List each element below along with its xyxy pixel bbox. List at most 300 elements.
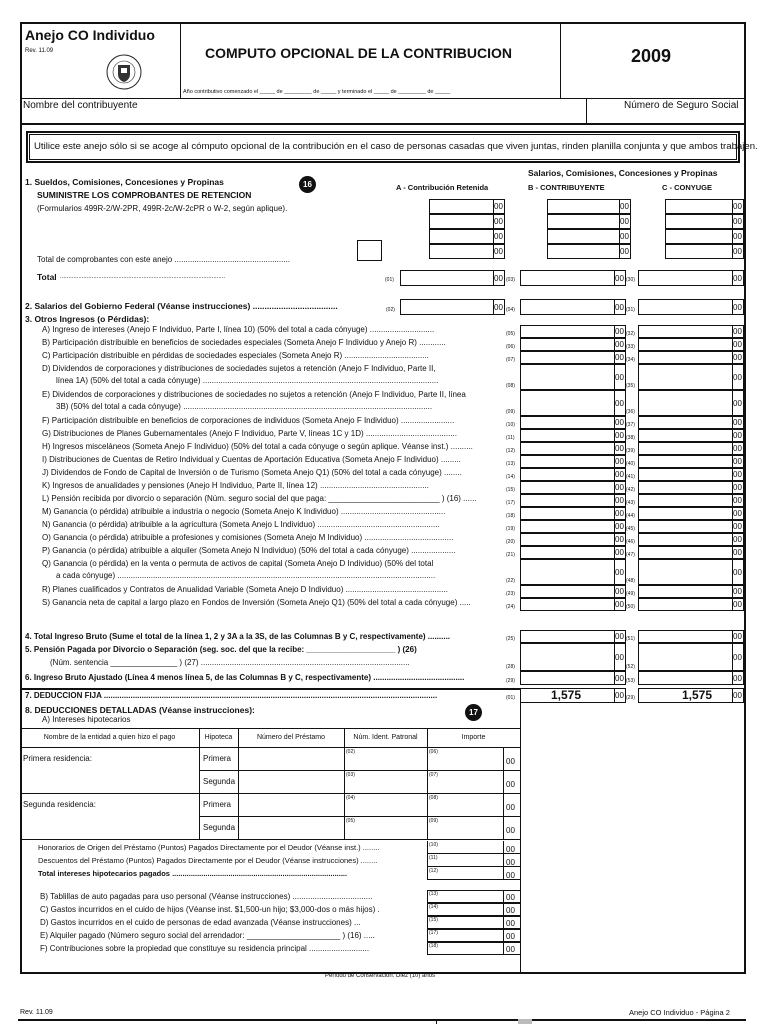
seal-logo bbox=[103, 53, 145, 91]
cents-label: 00 bbox=[733, 302, 742, 312]
line-number: (07) bbox=[429, 772, 438, 778]
spouse-income-input[interactable] bbox=[638, 481, 744, 494]
cents-label: 00 bbox=[494, 273, 503, 283]
cents-label: 00 bbox=[615, 509, 624, 518]
taxpayer-income-input[interactable] bbox=[520, 390, 626, 416]
taxpayer-income-input[interactable] bbox=[520, 351, 626, 364]
income-line-label: D) Dividendos de corporaciones y distribuciones de sociedades sujetos a retención (Anejo F Individuo, Parte II, bbox=[42, 364, 436, 373]
income-line-label: M) Ganancia (o pérdida) atribuible a industria o negocio (Someta Anejo K Individuo) ............................................... bbox=[42, 507, 446, 516]
line-number: (12) bbox=[506, 448, 515, 454]
mortgage-extra-label: Total intereses hipotecarios pagados .................................................................................... bbox=[38, 869, 348, 878]
line-number: (52) bbox=[626, 664, 635, 670]
mortgage-amount-input[interactable] bbox=[427, 770, 520, 793]
cents-label: 00 bbox=[733, 217, 742, 226]
line-number: (10) bbox=[429, 842, 438, 848]
line-number: (21) bbox=[506, 552, 515, 558]
rule bbox=[20, 123, 746, 125]
total-label: Total bbox=[37, 272, 57, 282]
loan-number-input[interactable] bbox=[238, 816, 344, 839]
cents-label: 00 bbox=[733, 340, 742, 349]
taxpayer-name-label: Nombre del contribuyente bbox=[23, 100, 138, 111]
line-number: (17) bbox=[506, 500, 515, 506]
loan-number-input[interactable] bbox=[238, 793, 344, 816]
rule bbox=[503, 867, 504, 880]
cents-label: 00 bbox=[733, 567, 742, 577]
cents-label: 00 bbox=[733, 202, 742, 211]
line-number: (04) bbox=[346, 795, 355, 801]
cents-label: 00 bbox=[615, 522, 624, 531]
mortgage-amount-input[interactable] bbox=[427, 816, 520, 839]
spouse-income-input[interactable] bbox=[638, 468, 744, 481]
cents-label: 00 bbox=[733, 548, 742, 557]
line8-title: 8. DEDUCCIONES DETALLADAS (Véanse instrucciones): bbox=[25, 705, 255, 715]
deduction-input[interactable] bbox=[427, 916, 520, 929]
line-number: (48) bbox=[626, 578, 635, 584]
cents-label: 00 bbox=[615, 632, 624, 641]
rule bbox=[20, 728, 520, 729]
income-line-label: I) Distribuciones de Cuentas de Retiro Individual y Cuentas de Aportación Educativa (Someta Anejo F Individuo) ......... bbox=[42, 455, 461, 464]
line-number: (31) bbox=[626, 307, 635, 313]
rule bbox=[20, 98, 746, 99]
taxpayer-income-input[interactable] bbox=[520, 507, 626, 520]
taxpayer-income-input[interactable] bbox=[520, 416, 626, 429]
line-number: (11) bbox=[506, 435, 515, 441]
spouse-income-input[interactable] bbox=[638, 338, 744, 351]
standard-deduction-b: 1,575 bbox=[551, 688, 582, 702]
line-number: (35) bbox=[626, 383, 635, 389]
line-number: (03) bbox=[506, 277, 515, 283]
rule bbox=[503, 841, 504, 854]
line5-taxpayer-input[interactable] bbox=[520, 643, 626, 671]
line-number: (18) bbox=[429, 943, 438, 949]
table-header: Número del Préstamo bbox=[256, 734, 326, 741]
form-title: Anejo CO Individuo bbox=[25, 27, 155, 43]
spouse-income-input[interactable] bbox=[638, 520, 744, 533]
mortgage-extra-label: Honorarios de Origen del Préstamo (Puntos) Pagados Directamente por el Deudor (Véanse inst.) ........ bbox=[38, 843, 380, 852]
income-line-label: C) Participación distribuible en pérdidas de sociedades especiales (Someta Anejo R) ...................................... bbox=[42, 351, 429, 360]
taxpayer-income-input[interactable] bbox=[520, 364, 626, 390]
cents-label: 00 bbox=[733, 431, 742, 440]
tax-year-line: Año contributivo comenzado el _____ de _________ de _____ y terminado el _____ de _________ de _____ bbox=[183, 89, 451, 95]
rule bbox=[503, 942, 504, 955]
column-b-header: B - CONTRIBUYENTE bbox=[528, 183, 605, 192]
line-number: (47) bbox=[626, 552, 635, 558]
cents-label: 00 bbox=[733, 418, 742, 427]
mortgage-extra-label: Descuentos del Préstamo (Puntos) Pagados Directamente por el Deudor (Véanse instrucciones) ........ bbox=[38, 856, 378, 865]
line-number: (11) bbox=[429, 855, 438, 861]
cents-label: 00 bbox=[615, 548, 624, 557]
cents-label: 00 bbox=[494, 217, 503, 226]
deduction-label: E) Alquiler pagado (Número seguro social del arrendador: _____________________ ) (16) ..... bbox=[40, 931, 375, 940]
line5-spouse-input[interactable] bbox=[638, 643, 744, 671]
cents-label: 00 bbox=[733, 632, 742, 641]
rule bbox=[503, 916, 504, 929]
deduction-label: D) Gastos incurridos en el cuido de personas de edad avanzada (Véanse instrucciones) ... bbox=[40, 918, 361, 927]
taxpayer-income-input[interactable] bbox=[520, 520, 626, 533]
column-a-header: A - Contribución Retenida bbox=[396, 183, 489, 192]
cents-label: 00 bbox=[506, 893, 515, 902]
cents-label: 00 bbox=[733, 691, 742, 700]
mortgage-extra-input[interactable] bbox=[427, 841, 520, 854]
line-number: (41) bbox=[626, 474, 635, 480]
spouse-income-input[interactable] bbox=[638, 442, 744, 455]
spouse-income-input[interactable] bbox=[638, 364, 744, 390]
line-number: (43) bbox=[626, 500, 635, 506]
spouse-income-input[interactable] bbox=[638, 507, 744, 520]
line-number: (17) bbox=[429, 930, 438, 936]
income-line-label: P) Ganancia (o pérdida) atribuible a alquiler (Someta Anejo N Individuo) (50% del total a cada cónyuge) .................... bbox=[42, 546, 456, 555]
line-number: (40) bbox=[626, 461, 635, 467]
cents-label: 00 bbox=[615, 418, 624, 427]
rule bbox=[520, 703, 521, 974]
cents-label: 00 bbox=[733, 353, 742, 362]
table-header: Importe bbox=[461, 734, 486, 741]
spouse-income-input[interactable] bbox=[638, 494, 744, 507]
cents-label: 00 bbox=[615, 457, 624, 466]
deduction-label: B) Tablillas de auto pagadas para uso personal (Véanse instrucciones) .................................... bbox=[40, 892, 373, 901]
rule bbox=[199, 728, 200, 839]
cents-label: 00 bbox=[615, 353, 624, 362]
line-number: (46) bbox=[626, 539, 635, 545]
cents-label: 00 bbox=[506, 945, 515, 954]
header-divider bbox=[180, 24, 181, 98]
cents-label: 00 bbox=[506, 803, 515, 812]
line6-label: 6. Ingreso Bruto Ajustado (Línea 4 menos línea 5, de las Columnas B y C, respectivamente) ......................................... bbox=[25, 673, 465, 682]
rule bbox=[20, 688, 520, 690]
line-number: (33) bbox=[626, 344, 635, 350]
line-number: (45) bbox=[626, 526, 635, 532]
line8-sub: A) Intereses hipotecarios bbox=[42, 715, 131, 724]
spouse-income-input[interactable] bbox=[638, 351, 744, 364]
notice-text: Utilice este anejo sólo si se acoge al cómputo opcional de la contribución en el caso de personas casadas que viven juntas, rinden planilla conjunta y que ambos trabajen. bbox=[34, 141, 758, 152]
mortgage-type: Segunda bbox=[203, 777, 236, 786]
line5-sentence: (Núm. sentencia _______________ ) (27) .............................................................................................. bbox=[50, 658, 410, 667]
employer-id-input[interactable] bbox=[344, 793, 427, 816]
spouse-income-input[interactable] bbox=[638, 546, 744, 559]
line-number: (06) bbox=[506, 344, 515, 350]
cents-label: 00 bbox=[506, 780, 515, 789]
line-number: (25) bbox=[506, 636, 515, 642]
ssn-label: Número de Seguro Social bbox=[624, 100, 739, 111]
employer-id-input[interactable] bbox=[344, 747, 427, 770]
cents-label: 00 bbox=[615, 652, 624, 662]
cents-label: 00 bbox=[615, 567, 624, 577]
income-line-label: R) Planes cualificados y Contratos de Anualidad Variable (Someta Anejo D Individuo) .............................................. bbox=[42, 585, 448, 594]
federal-salary-spouse-input[interactable] bbox=[638, 299, 744, 315]
cents-label: 00 bbox=[506, 757, 515, 766]
spouse-income-input[interactable] bbox=[638, 559, 744, 585]
cents-label: 00 bbox=[615, 483, 624, 492]
cents-label: 00 bbox=[733, 470, 742, 479]
line-number: (10) bbox=[506, 422, 515, 428]
line2-label: 2. Salarios del Gobierno Federal (Véanse instrucciones) .................................... bbox=[25, 301, 338, 311]
column-c-header: C - CONYUGE bbox=[662, 183, 713, 192]
cents-label: 00 bbox=[733, 652, 742, 662]
line-number: (51) bbox=[626, 636, 635, 642]
cents-label: 00 bbox=[620, 247, 629, 256]
line-number: (19) bbox=[506, 526, 515, 532]
receipts-count-box[interactable] bbox=[357, 240, 382, 261]
line5-label: 5. Pensión Pagada por Divorcio o Separación (seg. soc. del que la recibe: ____________________ ) (26) bbox=[25, 645, 417, 654]
cents-label: 00 bbox=[615, 273, 624, 283]
line-number: (09) bbox=[506, 409, 515, 415]
cents-label: 00 bbox=[733, 372, 742, 382]
rule bbox=[503, 929, 504, 942]
mortgage-extra-input[interactable] bbox=[427, 867, 520, 880]
line-number: (44) bbox=[626, 513, 635, 519]
line-number: (02) bbox=[386, 307, 395, 313]
rule bbox=[20, 839, 520, 840]
cents-label: 00 bbox=[733, 673, 742, 683]
total-receipts-label: Total de comprobantes con este anejo .................................................... bbox=[37, 255, 290, 264]
cents-label: 00 bbox=[733, 587, 742, 596]
line-number: (15) bbox=[506, 487, 515, 493]
income-line-label: K) Ingresos de anualidades y pensiones (Anejo H Individuo, Parte II, línea 12) ................................................. bbox=[42, 481, 429, 490]
line-number: (42) bbox=[626, 487, 635, 493]
line-number: (14) bbox=[506, 474, 515, 480]
loan-number-input[interactable] bbox=[238, 770, 344, 793]
line-number: (50) bbox=[626, 604, 635, 610]
line-number: (18) bbox=[506, 513, 515, 519]
line-number: (32) bbox=[626, 331, 635, 337]
income-line-label: J) Dividendos de Fondo de Capital de Inversión o de Turismo (Someta Anejo Q1) (50% del total a cada cónyuge) ........ bbox=[42, 468, 462, 477]
federal-salary-taxpayer-input[interactable] bbox=[520, 299, 626, 315]
cents-label: 00 bbox=[620, 232, 629, 241]
line-number: (08) bbox=[506, 383, 515, 389]
line-number: (01) bbox=[385, 277, 394, 283]
cents-label: 00 bbox=[494, 302, 503, 312]
deduction-label: C) Gastos incurridos en el cuido de hijos (Véanse inst. $1,500-un hijo; $3,000-dos o más hijos) . bbox=[40, 905, 380, 914]
taxpayer-income-input[interactable] bbox=[520, 429, 626, 442]
rule bbox=[344, 728, 345, 839]
section1-forms: (Formularios 499R-2/W-2PR, 499R-2c/W-2cPR o W-2, según aplique). bbox=[37, 204, 288, 213]
cents-label: 00 bbox=[733, 247, 742, 256]
cents-label: 00 bbox=[494, 247, 503, 256]
line4-spouse-input[interactable] bbox=[638, 630, 744, 643]
total-spouse-input[interactable] bbox=[638, 270, 744, 286]
taxpayer-income-input[interactable] bbox=[520, 559, 626, 585]
table-header: Núm. Ident. Patronal bbox=[353, 734, 418, 741]
line-number: (09) bbox=[429, 818, 438, 824]
cents-label: 00 bbox=[494, 232, 503, 241]
line6-taxpayer-input[interactable] bbox=[520, 671, 626, 685]
taxpayer-income-input[interactable] bbox=[520, 325, 626, 338]
spouse-income-input[interactable] bbox=[638, 533, 744, 546]
income-line-label-cont: línea 1A) (50% del total a cada cónyuge) .......................................................................................................... bbox=[56, 376, 439, 385]
taxpayer-income-input[interactable] bbox=[520, 494, 626, 507]
cents-label: 00 bbox=[733, 535, 742, 544]
cents-label: 00 bbox=[733, 600, 742, 609]
residence-label: Primera residencia: bbox=[23, 754, 92, 763]
line-number: (03) bbox=[346, 772, 355, 778]
line-number: (28) bbox=[506, 664, 515, 670]
spouse-income-input[interactable] bbox=[638, 455, 744, 468]
cents-label: 00 bbox=[733, 522, 742, 531]
line-number: (01) bbox=[506, 695, 515, 701]
cents-label: 00 bbox=[615, 340, 624, 349]
line-number: (36) bbox=[626, 409, 635, 415]
rule bbox=[238, 728, 239, 839]
line-number: (39) bbox=[626, 448, 635, 454]
retention-period: Período de Conservación: Diez (10) años bbox=[325, 973, 436, 979]
line-number: (49) bbox=[626, 591, 635, 597]
standard-deduction-c: 1,575 bbox=[682, 688, 713, 702]
cents-label: 00 bbox=[506, 919, 515, 928]
table-header: Nombre de la entidad a quien hizo el pago bbox=[43, 734, 176, 741]
line-number: (08) bbox=[429, 795, 438, 801]
line4-label: 4. Total Ingreso Bruto (Sume el total de la línea 1, 2 y 3A a la 3S, de las Columnas B y C, respectivamente) .......... bbox=[25, 632, 451, 641]
mortgage-extra-input[interactable] bbox=[427, 854, 520, 867]
line7-label: 7. DEDUCCION FIJA ...................................................................................................................................................... bbox=[25, 691, 438, 700]
rule bbox=[18, 1019, 746, 1021]
line-number: (05) bbox=[346, 818, 355, 824]
line-number: (04) bbox=[506, 307, 515, 313]
line-number: (38) bbox=[626, 435, 635, 441]
employer-id-input[interactable] bbox=[344, 770, 427, 793]
deduction-input[interactable] bbox=[427, 942, 520, 955]
cents-label: 00 bbox=[506, 906, 515, 915]
cents-label: 00 bbox=[733, 327, 742, 336]
rule bbox=[503, 890, 504, 903]
rule bbox=[503, 903, 504, 916]
cents-label: 00 bbox=[615, 587, 624, 596]
line-number: (06) bbox=[429, 749, 438, 755]
taxpayer-income-input[interactable] bbox=[520, 481, 626, 494]
line-number: (53) bbox=[626, 678, 635, 684]
cents-label: 00 bbox=[615, 431, 624, 440]
cents-label: 00 bbox=[733, 398, 742, 408]
mortgage-amount-input[interactable] bbox=[427, 747, 520, 770]
income-line-label: E) Dividendos de corporaciones y distribuciones de sociedades no sujetos a retención (Anejo F Individuo, Parte II, línea bbox=[42, 390, 466, 399]
line-number: (23) bbox=[506, 591, 515, 597]
cents-label: 00 bbox=[615, 444, 624, 453]
taxpayer-income-input[interactable] bbox=[520, 468, 626, 481]
cents-label: 00 bbox=[733, 444, 742, 453]
shaded-cell bbox=[518, 1019, 532, 1024]
income-line-label: H) Ingresos misceláneos (Someta Anejo F Individuo) (50% del total a cada cónyuge o según aplique. Véanse inst.) .......... bbox=[42, 442, 473, 451]
footer-page: Anejo CO Individuo - Página 2 bbox=[629, 1008, 730, 1017]
rule bbox=[503, 747, 504, 839]
mortgage-type: Primera bbox=[203, 754, 232, 763]
cents-label: 00 bbox=[615, 496, 624, 505]
taxpayer-income-input[interactable] bbox=[520, 338, 626, 351]
total-withheld-input[interactable] bbox=[400, 270, 505, 286]
cents-label: 00 bbox=[733, 457, 742, 466]
income-line-label: N) Ganancia (o pérdida) atribuible a la agricultura (Someta Anejo L Individuo) ....................................................... bbox=[42, 520, 440, 529]
taxpayer-income-input[interactable] bbox=[520, 455, 626, 468]
revision-label: Rev. 11.09 bbox=[25, 48, 54, 54]
mortgage-type: Segunda bbox=[203, 823, 236, 832]
cents-label: 00 bbox=[494, 202, 503, 211]
cents-label: 00 bbox=[506, 845, 515, 854]
line-number: (34) bbox=[626, 357, 635, 363]
line-number: (12) bbox=[429, 868, 438, 874]
form-year: 2009 bbox=[631, 46, 672, 66]
total-taxpayer-input[interactable] bbox=[520, 270, 626, 286]
line-number: (15) bbox=[429, 917, 438, 923]
residence-label: Segunda residencia: bbox=[23, 800, 96, 809]
rule bbox=[503, 854, 504, 867]
income-line-label: L) Pensión recibida por divorcio o separación (Núm. seguro social del que paga: _________________________ ) (16) ...... bbox=[42, 494, 477, 503]
line-number: (29) bbox=[626, 695, 635, 701]
spouse-income-input[interactable] bbox=[638, 598, 744, 611]
loan-number-input[interactable] bbox=[238, 747, 344, 770]
cents-label: 00 bbox=[620, 217, 629, 226]
line-number: (05) bbox=[506, 331, 515, 337]
cents-label: 00 bbox=[733, 509, 742, 518]
rule bbox=[436, 1019, 437, 1024]
name-divider bbox=[586, 98, 587, 123]
cents-label: 00 bbox=[615, 372, 624, 382]
line6-spouse-input[interactable] bbox=[638, 671, 744, 685]
cents-label: 00 bbox=[615, 470, 624, 479]
taxpayer-income-input[interactable] bbox=[520, 533, 626, 546]
taxpayer-income-input[interactable] bbox=[520, 546, 626, 559]
deduction-input[interactable] bbox=[427, 903, 520, 916]
cents-label: 00 bbox=[615, 673, 624, 683]
rule bbox=[427, 728, 428, 839]
section1-subtitle: SUMINISTRE LOS COMPROBANTES DE RETENCION bbox=[37, 190, 252, 200]
taxpayer-income-input[interactable] bbox=[520, 442, 626, 455]
cents-label: 00 bbox=[615, 691, 624, 700]
income-line-label: A) Ingreso de intereses (Anejo F Individuo, Parte I, línea 10) (50% del total a cada cónyuge) ............................. bbox=[42, 325, 435, 334]
line-number: (29) bbox=[506, 678, 515, 684]
line-number: (22) bbox=[506, 578, 515, 584]
deduction-input[interactable] bbox=[427, 890, 520, 903]
leader-dots: ................................................................................................... bbox=[60, 274, 226, 280]
column-group-header: Salarios, Comisiones, Concesiones y Propinas bbox=[528, 168, 718, 178]
cents-label: 00 bbox=[733, 483, 742, 492]
cents-label: 00 bbox=[615, 302, 624, 312]
spouse-income-input[interactable] bbox=[638, 390, 744, 416]
spouse-income-input[interactable] bbox=[638, 325, 744, 338]
cents-label: 00 bbox=[620, 202, 629, 211]
income-line-label: F) Participación distribuible en beneficios de corporaciones de individuos (Someta Anejo F Individuo) ........................ bbox=[42, 416, 455, 425]
spouse-income-input[interactable] bbox=[638, 429, 744, 442]
table-header: Hipoteca bbox=[204, 734, 233, 741]
cents-label: 00 bbox=[733, 496, 742, 505]
line-number: (02) bbox=[346, 749, 355, 755]
taxpayer-income-input[interactable] bbox=[520, 598, 626, 611]
header-divider bbox=[560, 24, 561, 98]
spouse-income-input[interactable] bbox=[638, 416, 744, 429]
mortgage-amount-input[interactable] bbox=[427, 793, 520, 816]
line4-taxpayer-input[interactable] bbox=[520, 630, 626, 643]
cents-label: 00 bbox=[615, 398, 624, 408]
section1-title: 1. Sueldos, Comisiones, Concesiones y Propinas bbox=[25, 177, 224, 187]
cents-label: 00 bbox=[506, 826, 515, 835]
income-line-label: B) Participación distribuible en beneficios de sociedades especiales (Someta Anejo F Individuo y Anejo R) ............ bbox=[42, 338, 446, 347]
line-number: (07) bbox=[506, 357, 515, 363]
line-number: (30) bbox=[626, 277, 635, 283]
cents-label: 00 bbox=[733, 232, 742, 241]
line-number: (13) bbox=[506, 461, 515, 467]
income-line-label: O) Ganancia (o pérdida) atribuible a profesiones y comisiones (Someta Anejo M Individuo) ........................................ bbox=[42, 533, 454, 542]
mortgage-type: Primera bbox=[203, 800, 232, 809]
line-number: (14) bbox=[429, 904, 438, 910]
footer-revision: Rev. 11.09 bbox=[20, 1009, 53, 1016]
employer-id-input[interactable] bbox=[344, 816, 427, 839]
federal-salary-withheld-input[interactable] bbox=[400, 299, 505, 315]
taxpayer-income-input[interactable] bbox=[520, 585, 626, 598]
line3-title: 3. Otros Ingresos (o Pérdidas): bbox=[25, 314, 150, 324]
deduction-label: F) Contribuciones sobre la propiedad que constituye su residencia principal ........................... bbox=[40, 944, 370, 953]
income-line-label: G) Distribuciones de Planes Gubernamentales (Anejo F Individuo, Parte V, líneas 1C y 1D) ......................................... bbox=[42, 429, 457, 438]
cents-label: 00 bbox=[615, 535, 624, 544]
spouse-income-input[interactable] bbox=[638, 585, 744, 598]
deduction-input[interactable] bbox=[427, 929, 520, 942]
cents-label: 00 bbox=[733, 273, 742, 283]
